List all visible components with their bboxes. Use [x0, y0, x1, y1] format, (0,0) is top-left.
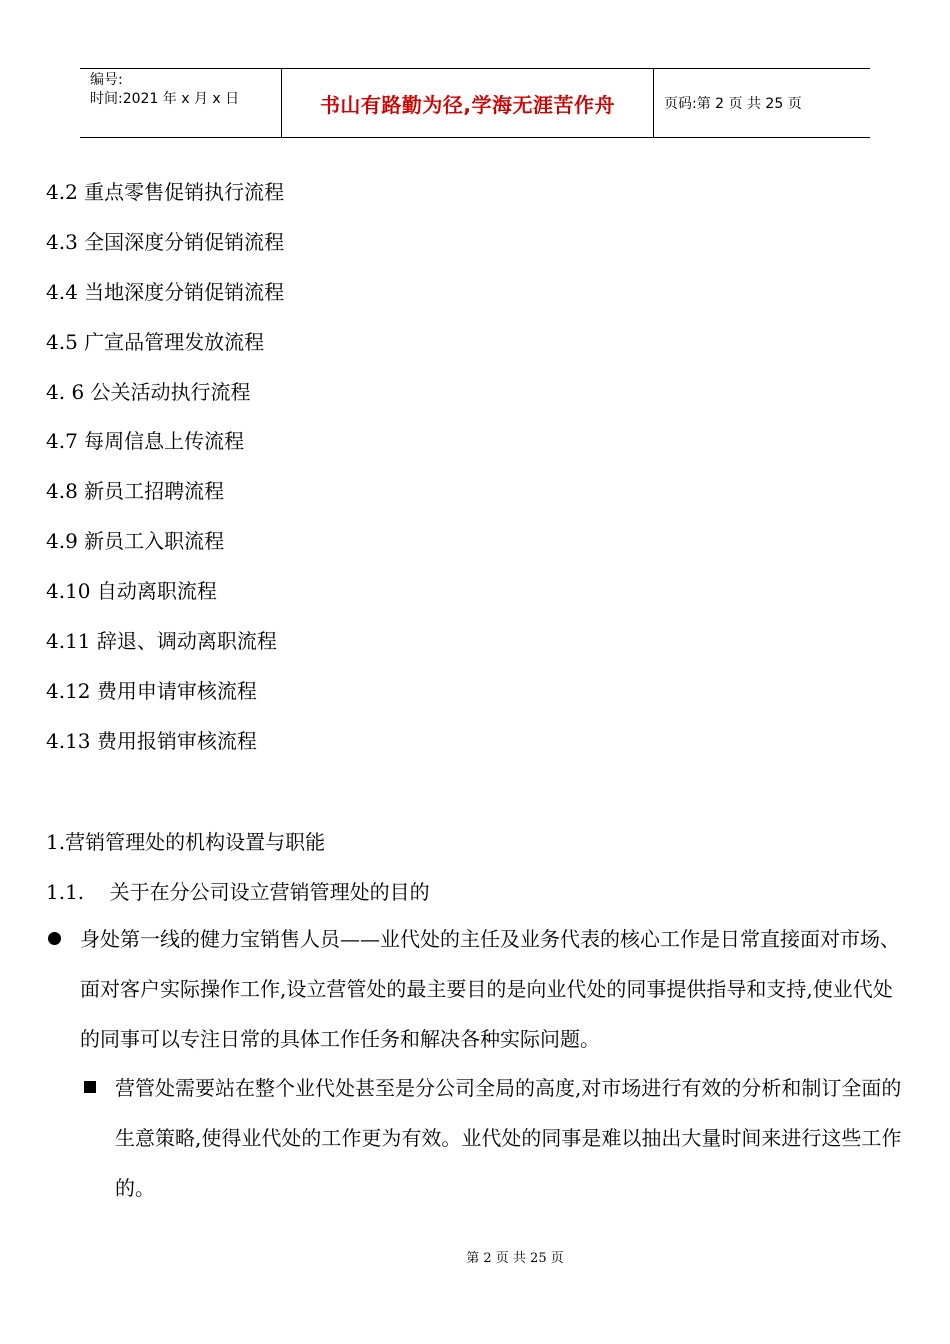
document-number-label: 编号: — [90, 72, 123, 88]
toc-item: 4.13 费用报销审核流程 — [46, 728, 257, 753]
header-meta-cell — [80, 69, 282, 137]
toc-item: 4.10 自动离职流程 — [46, 579, 217, 604]
sub-bullet-paragraph: 营管处需要站在整个业代处甚至是分公司全局的高度,对市场进行有效的分析和制订全面的生意策略,使得业代处的工作更为有效。业代处的同事是难以抽出大量时间来进行这些工作的。 — [115, 1076, 902, 1200]
section-heading: 1.营销管理处的机构设置与职能 — [46, 830, 326, 854]
header-motto: 书山有路勤为径,学海无涯苦作舟 — [319, 92, 616, 117]
subsection-heading: 1.1. 关于在分公司设立营销管理处的目的 — [46, 880, 430, 904]
toc-item: 4.9 新员工入职流程 — [46, 529, 225, 554]
toc-item: 4.11 辞退、调动离职流程 — [46, 629, 277, 654]
toc-item: 4.12 费用申请审核流程 — [46, 678, 257, 703]
header-motto-cell — [282, 69, 654, 137]
document-time-label: 时间:2021 年 x 月 x 日 — [90, 91, 240, 107]
toc-item: 4.7 每周信息上传流程 — [46, 429, 245, 454]
header-page-cell — [654, 69, 870, 137]
toc-item: 4.4 当地深度分销促销流程 — [46, 279, 285, 304]
toc-item: 4.2 重点零售促销执行流程 — [46, 180, 285, 204]
bullet-square-icon — [84, 1081, 96, 1093]
bullet-circle-icon — [48, 932, 61, 945]
page-footer: 第 2 页 共 25 页 — [466, 1251, 564, 1266]
toc-item: 4.5 广宣品管理发放流程 — [46, 329, 265, 354]
bullet-paragraph: 身处第一线的健力宝销售人员——业代处的主任及业务代表的核心工作是日常直接面对市场、面对客户实际操作工作,设立营管处的最主要目的是向业代处的同事提供指导和支持,使业代处的同事可以专注日常的具体工作任务和解决各种实际问题。 — [80, 927, 900, 1051]
table-of-contents — [46, 170, 284, 769]
header-page-number: 页码:第 2 页 共 25 页 — [664, 96, 802, 112]
toc-item: 4. 6 公关活动执行流程 — [46, 379, 251, 404]
toc-item: 4.3 全国深度分销促销流程 — [46, 229, 285, 254]
toc-item: 4.8 新员工招聘流程 — [46, 479, 225, 504]
page-header — [80, 68, 870, 138]
